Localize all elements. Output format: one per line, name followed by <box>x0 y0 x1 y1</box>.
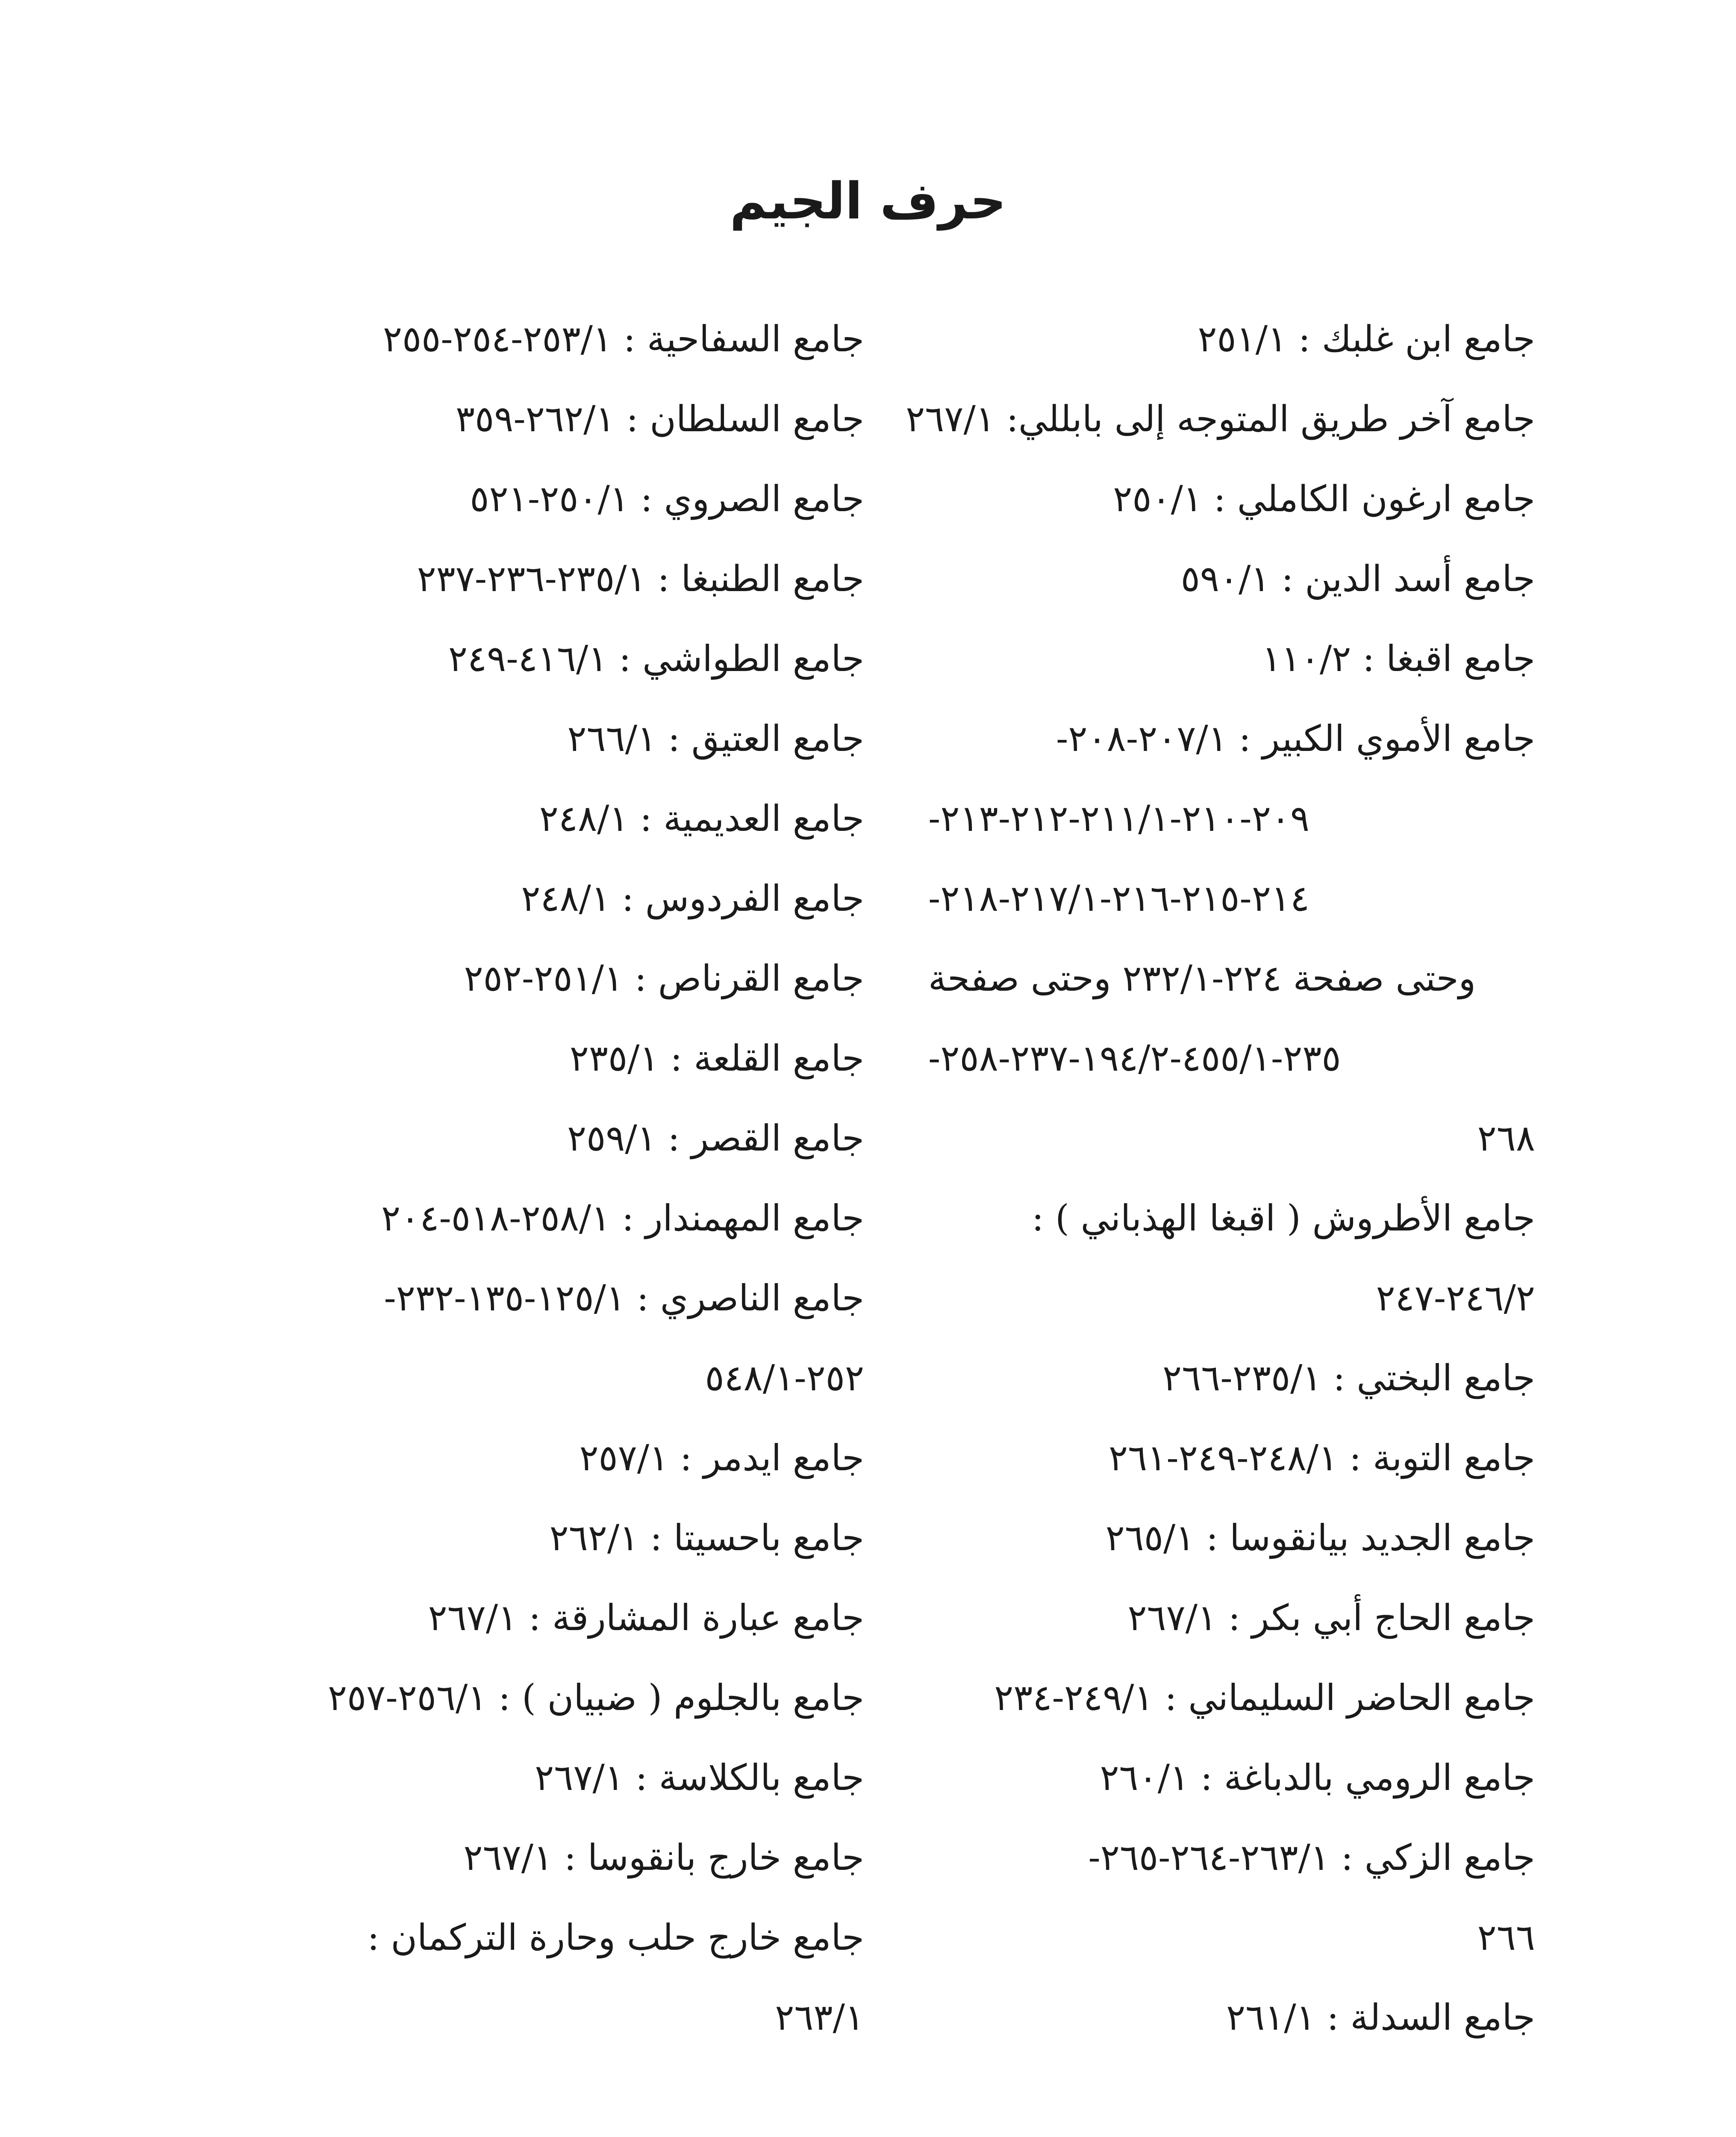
index-entry: جامع اقبغا : ١١٠/٢ <box>1262 638 1535 680</box>
index-entry: وحتى صفحة ٢٢٤-٢٣٢/١ وحتى صفحة <box>928 957 1476 999</box>
index-entry: جامع آخر طريق المتوجه إلى بابللي: ٢٦٧/١ <box>906 398 1535 440</box>
index-entry: جامع المهمندار : ٢٥٨/١-٥١٨-٢٠٤ <box>381 1197 864 1239</box>
index-entry: ٢١٤-٢١٥-٢١٦-٢١٧/١-٢١٨- <box>928 877 1310 919</box>
index-entry: جامع الرومي بالدباغة : ٢٦٠/١ <box>1100 1757 1535 1798</box>
index-entry: جامع الطنبغا : ٢٣٥/١-٢٣٦-٢٣٧ <box>417 558 864 600</box>
index-entry: جامع القصر : ٢٥٩/١ <box>567 1117 864 1159</box>
index-entry: جامع الجديد بيانقوسا : ٢٦٥/١ <box>1105 1517 1535 1559</box>
index-entry: ٢٥٢-٥٤٨/١ <box>705 1357 864 1399</box>
index-entry: جامع العديمية : ٢٤٨/١ <box>539 798 864 839</box>
index-entry: ٢٣٥-٤٥٥/١-١٩٤/٢-٢٣٧-٢٥٨- <box>928 1037 1341 1079</box>
index-entry: ٢٦٨ <box>1477 1117 1535 1159</box>
index-entry: جامع القلعة : ٢٣٥/١ <box>569 1037 864 1079</box>
index-entry: جامع ارغون الكاملي : ٢٥٠/١ <box>1113 478 1535 520</box>
index-entry: جامع الزكي : ٢٦٣/١-٢٦٤-٢٦٥- <box>1088 1837 1535 1878</box>
index-entry: جامع القرناص : ٢٥١/١-٢٥٢ <box>464 957 864 999</box>
index-entry: جامع أسد الدين : ٥٩٠/١ <box>1180 558 1535 600</box>
index-entry: جامع الطواشي : ٤١٦/١-٢٤٩ <box>448 638 864 680</box>
page-title: حرف الجيم <box>730 171 1006 230</box>
index-entry: جامع عبارة المشارقة : ٢٦٧/١ <box>428 1597 864 1639</box>
index-entry: جامع ايدمر : ٢٥٧/١ <box>579 1437 864 1479</box>
index-entry: ٢٦٦ <box>1477 1916 1535 1958</box>
index-columns <box>0 299 1736 2137</box>
index-entry: جامع السلطان : ٢٦٢/١-٣٥٩ <box>455 398 864 440</box>
index-entry: جامع الفردوس : ٢٤٨/١ <box>521 877 864 919</box>
index-entry: جامع البختي : ٢٣٥/١-٢٦٦ <box>1162 1357 1535 1399</box>
index-entry: جامع الحاضر السليماني : ٢٤٩/١-٢٣٤ <box>994 1677 1535 1719</box>
index-entry: جامع خارج حلب وحارة التركمان : <box>367 1916 864 1958</box>
index-entry: ٢٠٩-٢١٠-٢١١/١-٢١٢-٢١٣- <box>928 798 1310 839</box>
index-entry: جامع ابن غلبك : ٢٥١/١ <box>1198 318 1535 360</box>
index-entry: جامع الصروي : ٢٥٠/١-٥٢١ <box>470 478 864 520</box>
index-entry: جامع باحسيتا : ٢٦٢/١ <box>549 1517 864 1559</box>
index-entry: ٢٤٦/٢-٢٤٧ <box>1376 1277 1535 1319</box>
index-entry: جامع الأطروش ( اقبغا الهذباني ) : <box>1032 1197 1535 1239</box>
index-entry: جامع الحاج أبي بكر : ٢٦٧/١ <box>1127 1597 1535 1639</box>
index-entry: جامع السدلة : ٢٦١/١ <box>1226 1996 1535 2038</box>
index-entry: جامع بالجلوم ( ضبيان ) : ٢٥٦/١-٢٥٧ <box>327 1677 864 1719</box>
index-entry: جامع خارج بانقوسا : ٢٦٧/١ <box>463 1837 864 1878</box>
index-entry: جامع الناصري : ١٢٥/١-١٣٥-٢٣٢- <box>384 1277 864 1319</box>
index-entry: جامع التوبة : ٢٤٨/١-٢٤٩-٢٦١ <box>1109 1437 1535 1479</box>
index-entry: جامع بالكلاسة : ٢٦٧/١ <box>535 1757 864 1798</box>
right-column <box>906 299 1535 2058</box>
index-entry: ٢٦٣/١ <box>775 1996 864 2038</box>
index-entry: جامع الأموي الكبير : ٢٠٧/١-٢٠٨- <box>1056 718 1535 759</box>
index-entry: جامع السفاحية : ٢٥٣/١-٢٥٤-٢٥٥ <box>383 318 864 360</box>
index-entry: جامع العتيق : ٢٦٦/١ <box>567 718 864 759</box>
left-column <box>244 299 864 2058</box>
